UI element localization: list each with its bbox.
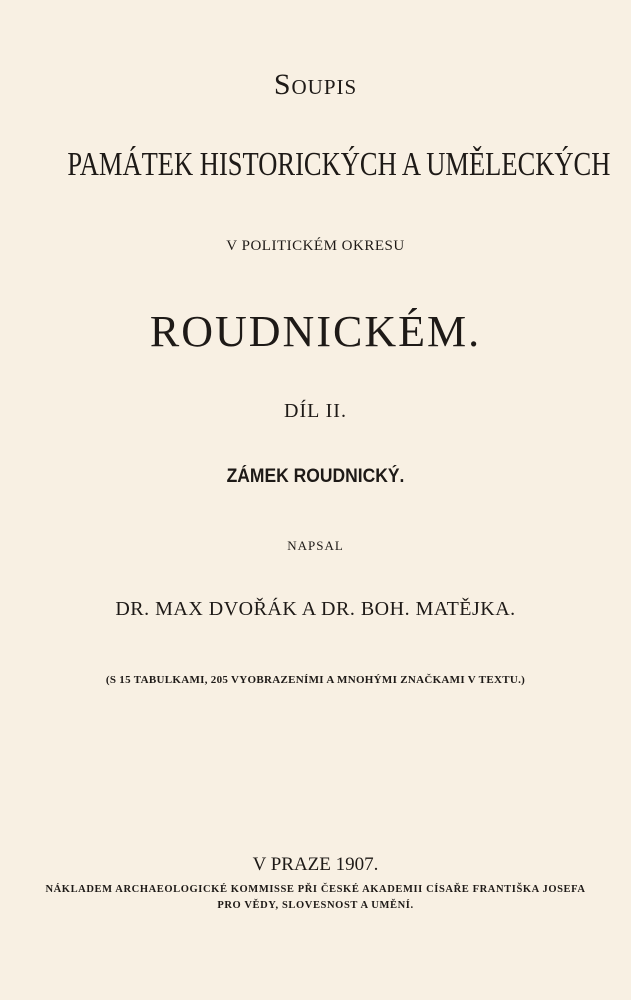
place-year: V PRAZE 1907. [252,854,379,875]
main-title: PAMÁTEK HISTORICKÝCH A UMĚLECKÝCH [67,146,611,183]
district-prefix: V POLITICKÉM OKRESU [226,238,405,254]
district-name: ROUDNICKÉM. [149,307,482,356]
publisher-line-2: PRO VĚDY, SLOVESNOST A UMĚNÍ. [217,900,414,911]
volume-subject: ZÁMEK ROUDNICKÝ. [226,466,405,487]
publisher-line-1: NÁKLADEM ARCHAEOLOGICKÉ KOMMISSE PŘI ČESKÉ AKADEMII CÍSAŘE FRANTIŠKA JOSEFA [45,884,586,895]
series-title: Soupis [273,68,358,101]
written-by-label: NAPSAL [287,538,344,553]
volume-number: DÍL II. [284,400,347,422]
authors: DR. MAX DVOŘÁK A DR. BOH. MATĚJKA. [115,598,516,620]
contents-note: (S 15 TABULKAMI, 205 VYOBRAZENÍMI A MNOHÝMI ZNAČKAMI V TEXTU.) [105,674,526,686]
